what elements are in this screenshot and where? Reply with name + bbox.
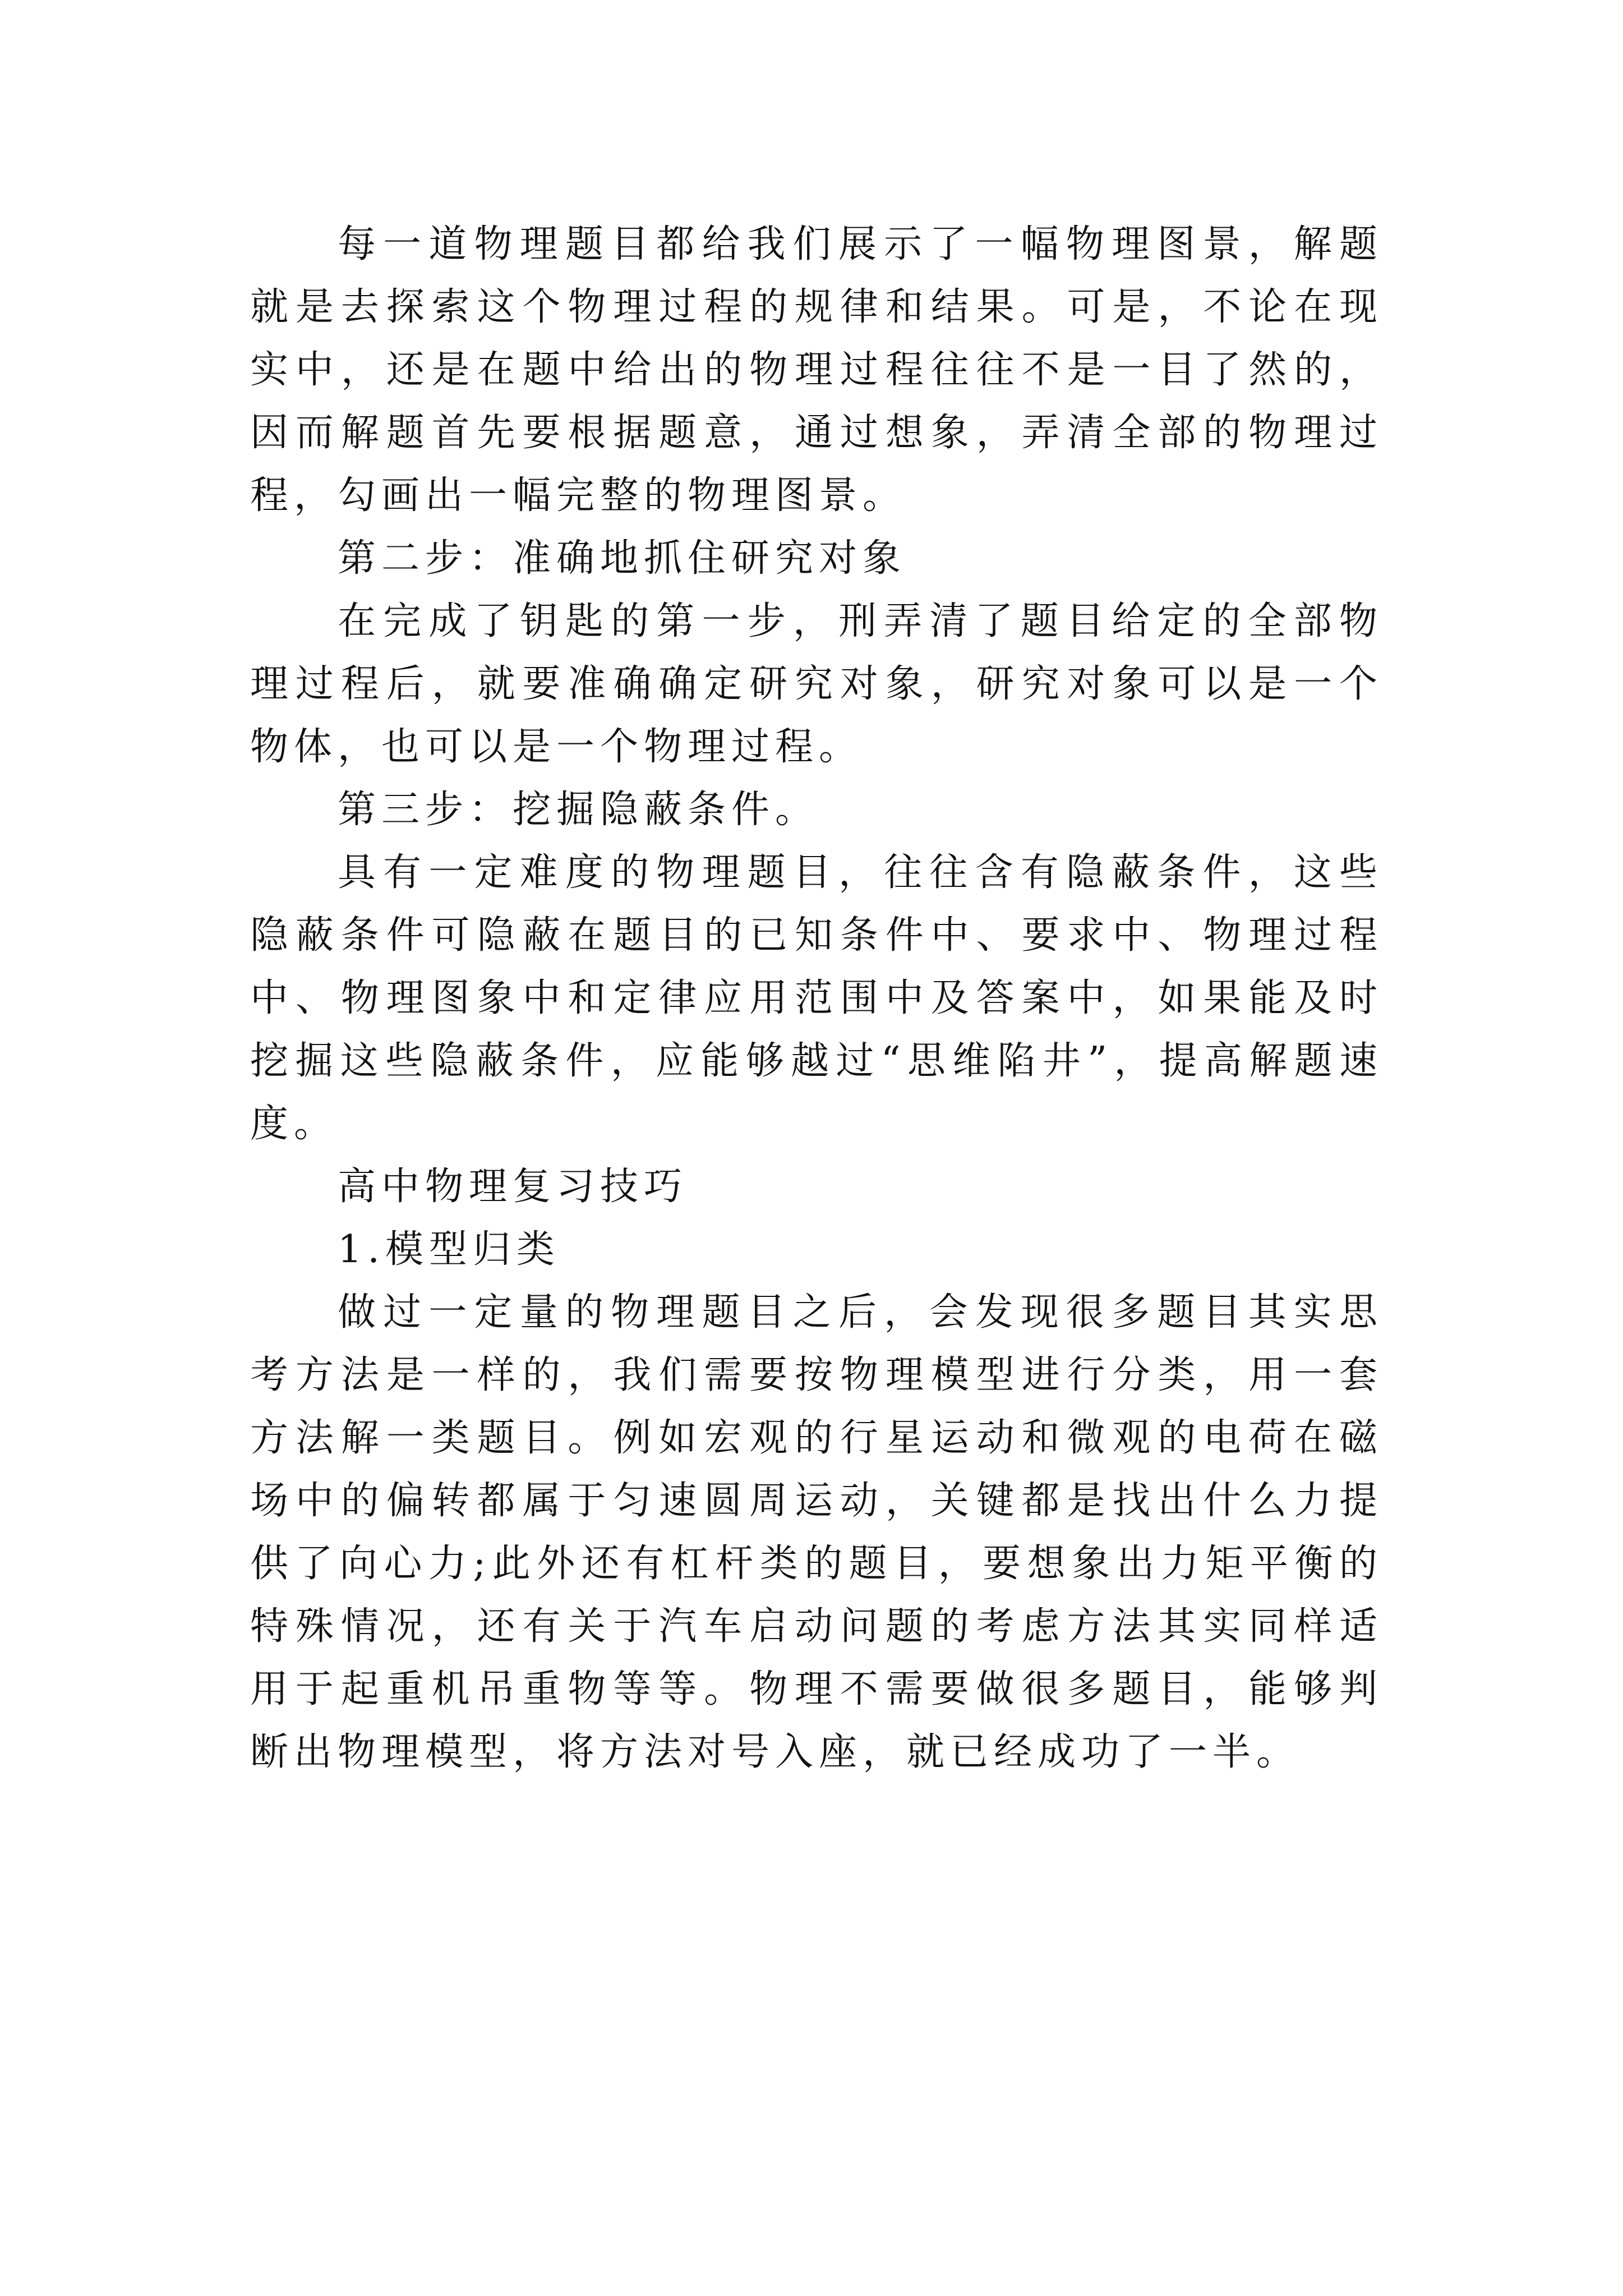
document-body	[250, 213, 1383, 1784]
heading-step-three: 第三步：挖掘隐蔽条件。	[338, 788, 819, 832]
heading-step-two: 第二步：准确地抓住研究对象	[338, 536, 907, 581]
paragraph-research-object: 在完成了钥匙的第一步，刑弄清了题目给定的全部物理过程后，就要准确确定研究对象，研究对象可以是一个物体，也可以是一个物理过程。	[250, 599, 1383, 769]
paragraph-physics-scene: 每一道物理题目都给我们展示了一幅物理图景，解题就是去探索这个物理过程的规律和结果。可是，不论在现实中，还是在题中给出的物理过程往往不是一目了然的，因而解题首先要根据题意，通过想象，弄清全部的物理过程，勾画出一幅完整的物理图景。	[250, 222, 1383, 518]
paragraph-model-classification: 做过一定量的物理题目之后，会发现很多题目其实思考方法是一样的，我们需要按物理模型进行分类，用一套方法解一类题目。例如宏观的行星运动和微观的电荷在磁场中的偏转都属于匀速圆周运动，关键都是找出什么力提供了向心力;此外还有杠杆类的题目，要想象出力矩平衡的特殊情况，还有关于汽车启动问题的考虑方法其实同样适用于起重机吊重物等等。物理不需要做很多题目，能够判断出物理模型，将方法对号入座，就已经成功了一半。	[250, 1290, 1383, 1774]
heading-model-classification: 1.模型归类	[338, 1227, 560, 1272]
heading-review-tips: 高中物理复习技巧	[338, 1165, 688, 1209]
paragraph-hidden-conditions: 具有一定难度的物理题目，往往含有隐蔽条件，这些隐蔽条件可隐蔽在题目的已知条件中、要求中、物理过程中、物理图象中和定律应用范围中及答案中，如果能及时挖掘这些隐蔽条件，应能够越过“思维陷井”，提高解题速度。	[250, 850, 1383, 1146]
